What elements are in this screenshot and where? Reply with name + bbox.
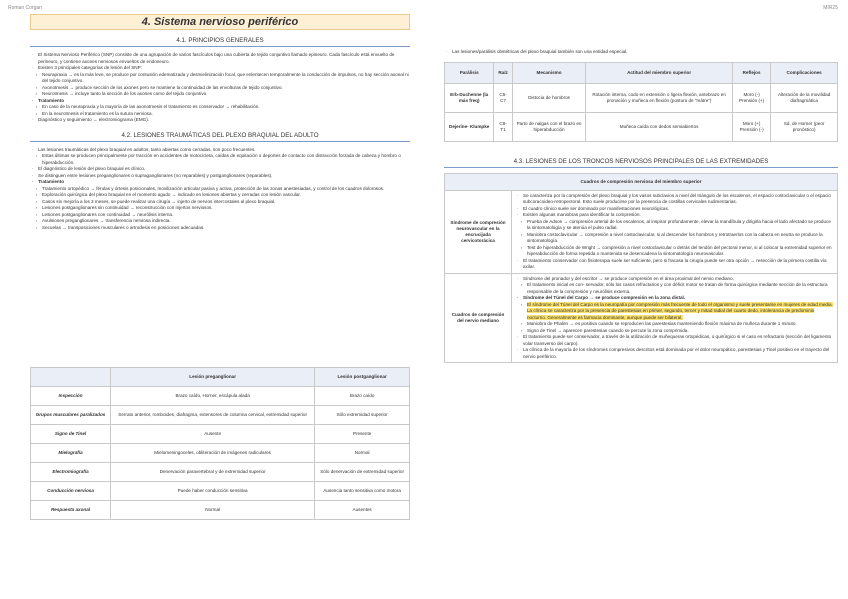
pronator-syndrome: · Síndrome del pronador y del escritor → se produce compresión en el área proximal del nervio mediano. <box>523 276 834 283</box>
chapter-title: 4. Sistema nervioso periférico <box>30 14 410 30</box>
table-header: Mecanismo <box>512 62 585 83</box>
compression-table <box>444 173 838 364</box>
table-cell: Brazo caído <box>315 387 410 406</box>
plexus-treatment-5: ▪ Lesiones postganglionares con continuidad → neurólisis interna. <box>42 212 410 219</box>
table-cell: Rotación interna, codo en extensión o ligera flexión, antebrazo en pronación y muñeca en flexión (postura de "mátre") <box>586 83 733 112</box>
table-cell: Presente <box>315 425 410 444</box>
table-header: Lesión postganglionar <box>315 368 410 387</box>
table-cell: Serrato anterior, romboides, diafragma, extensores de columna cervical, extremidad superior <box>111 406 315 425</box>
table-cell: Ausentes <box>315 501 410 520</box>
table-cell: Ausente <box>111 425 315 444</box>
plexus-treatment-4: ▪ Lesiones postganglionares sin continuidad → reconstrucción con injertos nerviosos. <box>42 205 410 212</box>
compression-table-title: Cuadros de compresión nerviosa del miembro superior <box>445 173 838 190</box>
table-row <box>445 112 838 141</box>
plexus-lesion-table <box>30 367 410 520</box>
table-header: Lesión preganglionar <box>111 368 315 387</box>
carpal-tunnel-description: ▪ El síndrome del Túnel del Carpo es la neuropatía por compresión más frecuente de todo el organismo y suele presentarse en mujeres de edad media. La clínica se caracteriza por la presencia de parestesias en primer, segundo, tercer y mitad radial del cuarto dedo, intolerancia de predominio nocturno. Generalmente es farmacia dominante, aunque puede ser bilateral. <box>527 302 834 322</box>
treatment-item-2: ▪ En la neurotmesis el tratamiento es la sutura nerviosa. <box>42 111 410 118</box>
plexus-treatment-heading: · Tratamiento <box>38 179 410 186</box>
phalen-maneuver: ▪ Maniobra de Phalen → es positiva cuando se reproducen las parestesias manteniendo flexión máxima de muñeca durante 1 minuto. <box>527 321 834 328</box>
row-header: Grupos musculares paralizados <box>31 406 111 425</box>
table-cell: Normal <box>315 444 410 463</box>
tos-clinical: · El cuadro clínico suele ser dominado por manifestaciones neurológicas. <box>523 206 834 213</box>
tinel-sign: ▪ Signo de Tinel → aparecen parestesias cuando se percute la zona comprimida. <box>527 328 834 335</box>
diagnosis-item: · Diagnóstico y seguimiento → electromiograma (EMG). <box>38 117 410 124</box>
section-4-1-list <box>30 52 410 72</box>
table-row <box>31 501 410 520</box>
row-header: Cuadros de compresión del nervio mediano <box>445 273 512 363</box>
table-cell: Ausencia tanto sensitiva como motora <box>315 482 410 501</box>
table-row <box>31 425 410 444</box>
table-row <box>31 387 410 406</box>
plexus-treatment-3: ▪ Casos sin mejoría a los 3 meses, se puede realizar una cirugía → injerto de nervios intercostales al plexo braquial. <box>42 199 410 206</box>
table-header: Raíz <box>494 62 512 83</box>
table-cell: Mielomeningoceles, obliteración de imágenes radiculares <box>111 444 315 463</box>
row-header: Síndrome de compresión neurovascular en la encrucijada cervicotorácica <box>445 190 512 273</box>
table-cell: Normal <box>111 501 315 520</box>
tos-description: · Se caracteriza por la compresión del plexo braquial y los vasos subclavios a nivel del triángulo de los escalenos, el espacio costoclavicular o el espacio subcoracoideo-retropectoral. Esto suele producirse por la presencia de costillas cervicales rudimentarias. <box>523 193 834 206</box>
neurotmesis-item: ▪ Neurotmesis → incluye tanto la sección de los axones como del tejido conjuntivo. <box>42 91 410 98</box>
plexus-intro: · Las lesiones traumáticas del plexo braquial en adultos, tanto abiertas como cerradas, son poco frecuentes. <box>38 147 410 154</box>
plexus-treatment-6: ▪ Avulsiones preganglionares → transferencia nerviosa indirecta. <box>42 218 410 225</box>
pronator-treatment: ▪ El tratamiento inicial es con- servador, sólo los casos refractarios y con déficit motor se tratan de forma quirúrgica mediante sección de la estructura responsable de la compresión y neurólisis externa. <box>527 282 834 295</box>
table-cell: Sólo extremidad superior <box>315 406 410 425</box>
carpal-tunnel: · Síndrome del Túnel del Carpo → se produce compresión en la zona distal. <box>523 295 834 302</box>
table-header: Actitud del miembro superior <box>586 62 733 83</box>
table-header: Reflejos <box>732 62 770 83</box>
plexus-diagnosis: · El diagnóstico de lesión del plexo braquial es clínico. <box>38 166 410 173</box>
table-header: Parálisis <box>445 62 494 83</box>
right-column <box>444 14 838 363</box>
table-row <box>445 190 838 273</box>
table-cell <box>512 273 838 363</box>
table-cell: Muñeca caída con dedos semiabiertos <box>586 112 733 141</box>
row-header: Erb-Duchenne (la más freq) <box>445 83 494 112</box>
injury-categories <box>30 72 410 98</box>
snp-definition: · El Sistema Nervioso Periférico (SNP) consiste de una agrupación de varios fascículos bajo una cubierta de tejido conjuntivo llamado epineuro. Cada fascículo está envuelto de perineuro, y contiene axones nerviosos envueltos de endoneuro. <box>38 52 410 65</box>
table-row <box>31 406 410 425</box>
adson-test: ▪ Prueba de Adson → compresión arterial de los escalenos, al inspirar profundamente, elevar la mandíbula y dirigirla hacia el lado afectado se produce la sintomatología y se atenúa el pulso radial. <box>527 219 834 232</box>
row-header: Dejerine- Klumpke <box>445 112 494 141</box>
row-header: Electromiografía <box>31 463 111 482</box>
table-cell <box>512 190 838 273</box>
tos-maneuvers: · Existen algunas maniobras para identificar la compresión: <box>523 212 834 219</box>
table-cell: Moro (-) Prensión (+) <box>732 83 770 112</box>
table-cell: Denervación paravertebral y de extremidad superior <box>111 463 315 482</box>
table-cell: Distocia de hombros <box>512 83 585 112</box>
table-cell: Sólo denervación de extremidad superior <box>315 463 410 482</box>
wright-test: ▪ Test de hiperabducción de Wright → compresión a nivel costoclavicular o detrás del tendón del pectoral menor, si al colocar la extremidad superior en hiperabducción de forma repetida o mantenida se desencadena la sintomatología neurovascular. <box>527 245 834 258</box>
table-cell: C8-T1 <box>494 112 512 141</box>
axonotmesis-item: ▪ Axonotmesis → produce sección de los axones pero se mantiene la continuidad de las envolturas de tejido conjuntivo. <box>42 85 410 92</box>
plexus-treatment-1: ▪ Tratamiento ortopédico → férulas y órtesis posicionales, movilización articular pasiva y activa, protección de las zonas anestesiadas, y control de los cuadros dolorosos. <box>42 186 410 193</box>
plexus-treatment-2: ▪ Exploración quirúrgica del plexo braquial en el momento agudo → indicado en lesiones abiertas y cerradas con lesión vascular. <box>42 192 410 199</box>
table-cell: Parto de nalgas con el brazo en hiperabducción <box>512 112 585 141</box>
table-cell: Sd. de Horner (peor pronóstico) <box>771 112 838 141</box>
header-code: MIR25 <box>823 5 838 11</box>
table-header: Complicaciones <box>771 62 838 83</box>
treatment-heading: · Tratamiento <box>38 98 410 105</box>
row-header: Conducción nerviosa <box>31 482 111 501</box>
plexus-treatment-7: ▪ Secuelas → transposiciones musculares o artrodesis en posiciones adecuadas. <box>42 225 410 232</box>
plexus-intro-sub: ▪ Estas últimas se producen principalmente por tracción en accidentes de motocicleta, caídas de equitación o deportes de contacto con distracción forzada de cabeza y hombro o hiperabducción. <box>42 153 410 166</box>
header-author: Roman Corgan <box>8 5 42 11</box>
tos-treatment: · El tratamiento conservador con fisioterapia suele ser suficiente, pero si fracasa la cirugía puede ser otra opción → resección de la primera costilla vía axilar. <box>523 258 834 271</box>
table-row <box>31 482 410 501</box>
table-row <box>31 463 410 482</box>
table-cell: Alteración de la movilidad diafragmática <box>771 83 838 112</box>
table-row <box>31 444 410 463</box>
section-4-3-title: 4.3. LESIONES DE LOS TRONCOS NERVIOSOS PRINCIPALES DE LAS EXTREMIDADES <box>444 158 838 168</box>
plexus-types: · Se distinguen entre lesiones preganglionares o supraganglionares (no reparables) y postganglionares (reparables). <box>38 173 410 180</box>
left-column <box>30 14 410 594</box>
row-header: Mielografía <box>31 444 111 463</box>
neurapraxia-item: ▪ Neurapraxia → es la más leve, se produce por contusión edematizada y desmielinización focal, que enlentecen temporalmente la conducción de impulsos, no hay sección axonal ni del tejido conjuntivo. <box>42 72 410 85</box>
section-4-1-title: 4.1. PRINCIPIOS GENERALES <box>30 37 410 47</box>
table-header <box>31 368 111 387</box>
section-4-2-title: 4.2. LESIONES TRAUMÁTICAS DEL PLEXO BRAQUIAL DEL ADULTO <box>30 132 410 142</box>
row-header: Inspección <box>31 387 111 406</box>
table-cell: C5-C7 <box>494 83 512 112</box>
obstetric-palsy-table <box>444 62 838 142</box>
carpal-tunnel-treatment: · El tratamiento puede ser conservador, a través de la utilización de muñequeras ortopédicas, o quirúrgico si el caso es refractario (sección del ligamento volar transverso del carpo). <box>523 334 834 347</box>
row-header: Respuesta axonal <box>31 501 111 520</box>
table-row <box>445 273 838 363</box>
snp-categories: · Existen 3 principales categorías de lesión del SNP: <box>38 65 410 72</box>
table-cell: Puede haber conducción sensitiva <box>111 482 315 501</box>
table-row <box>445 83 838 112</box>
row-header: Signo de Tinel <box>31 425 111 444</box>
costoclavicular-maneuver: ▪ Maniobra costoclavicular → compresión a nivel costoclavicular, si al descender los hombros y retrotraerlos con la cabeza en neutra se produce la sintomatología. <box>527 232 834 245</box>
obstetric-intro: · Las lesiones/parálisis obstétricas del plexo braquial también son una entidad especial. <box>452 49 838 56</box>
table-cell: Moro (+) Prensión (-) <box>732 112 770 141</box>
treatment-item-1: ▪ En caso de la neurapraxia y la mayoría de las axonotmesis el tratamiento es conservador → rehabilitación. <box>42 104 410 111</box>
compression-clinic: · La clínica de la mayoría de los síndromes compresivos descritos está dominada por el dolor neuropático, parestesias y Tinel positivo en el trayecto del nervio periférico. <box>523 347 834 360</box>
table-cell: Brazo caído, Horner, escápula alada <box>111 387 315 406</box>
